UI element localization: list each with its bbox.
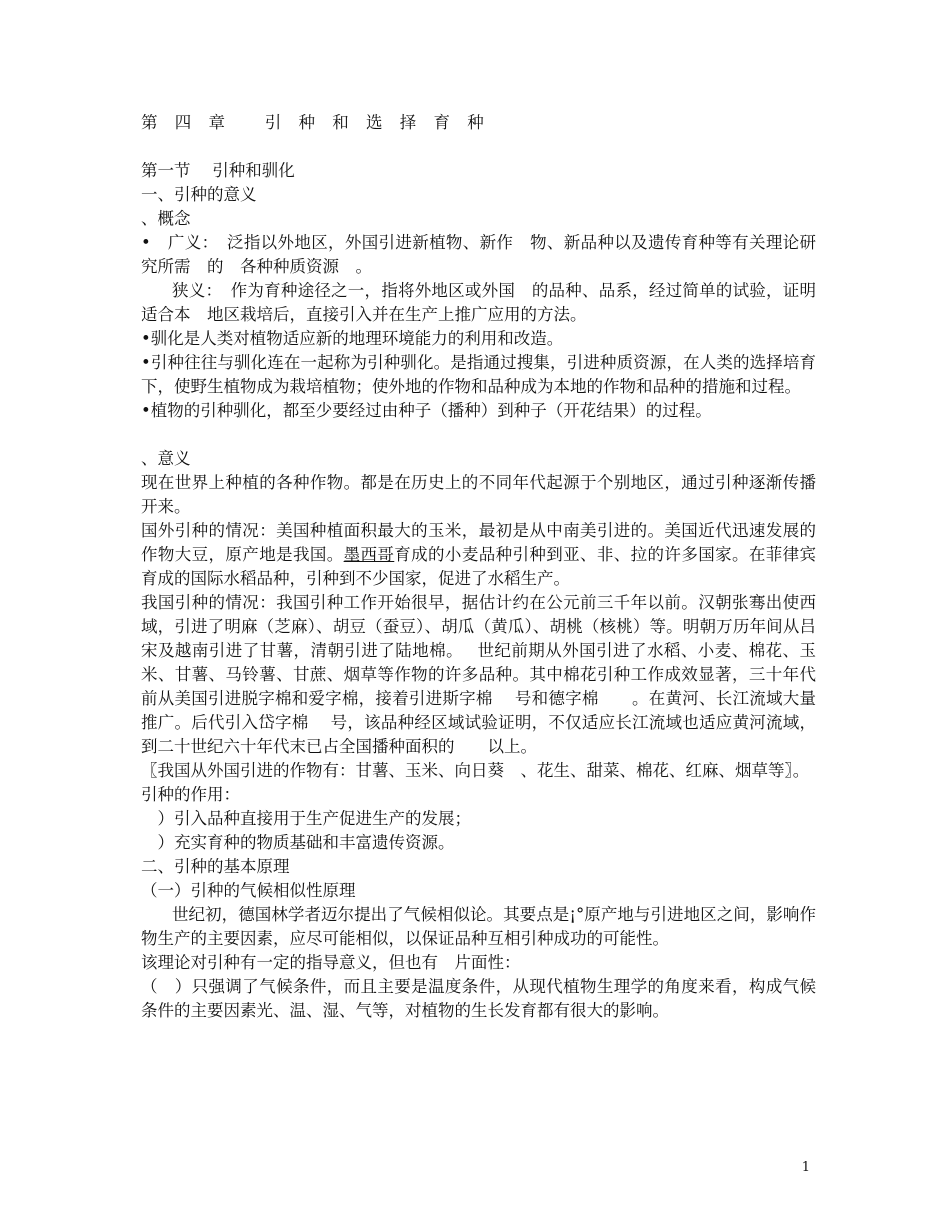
paragraph-theory-limitation-intro: 该理论对引种有一定的指导意义，但也有 片面性：	[141, 953, 521, 972]
section-title: 第一节 引种和驯化	[141, 161, 295, 180]
paragraph-china-introduction: 我国引种的情况：我国引种工作开始很早，据估计约在公元前三千年以前。汉朝张骞出使西域，引进了明麻（芝麻）、胡豆（蚕豆）、胡瓜（黄瓜）、胡桃（核桃）等。明朝万历年间从吕宋及越南引进了甘薯，清朝引进了陆地棉。 世纪前期从外国引进了水稻、小麦、棉花、玉米、甘薯、马铃薯、甘蔗、烟草等作物的许多品种。其中棉花引种工作成效显著，三十年代前从美国引进脱字棉和爱字棉，接着引进斯字棉 号和德字棉 。在黄河、长江流域大量推广。后代引入岱字棉 号，该品种经区域试验证明，不仅适应长江流域也适应黄河流域，到二十世纪六十年代末已占全国播种面积的 以上。	[141, 593, 816, 756]
paragraph-foreign-introduction	[141, 519, 816, 591]
subheading-significance: 、意义	[141, 449, 191, 468]
paragraph-mayr-theory: 世纪初，德国林学者迈尔提出了气候相似论。其要点是¡°原产地与引进地区之间，影响作物生产的主要因素，应尽可能相似，以保证品种互相引种成功的可能性。	[141, 905, 816, 948]
subheading-concept: 、概念	[141, 209, 191, 228]
document-body	[141, 111, 816, 1023]
role-heading: 引种的作用：	[141, 785, 240, 804]
foreign-text-a: 国外引种的情况：美国种植面积最大的玉米，最初是从中南美引进的。美国近代迅速发展的作物大豆，原产地是我国。	[141, 521, 816, 564]
paragraph-introduced-crops: 〖我国从外国引进的作物有：甘薯、玉米、向日葵 、花生、甜菜、棉花、红麻、烟草等〗。	[141, 761, 810, 780]
heading-significance-of-introduction: 一、引种的意义	[141, 185, 257, 204]
subheading-climate-similarity: （一）引种的气候相似性原理	[141, 881, 356, 900]
foreign-text-b: 育成的小麦品种引种到亚、非、拉的许多国家。在菲律宾育成的国际水稻品种，引种到不少国家，促进了水稻生产。	[141, 545, 817, 588]
role-item-2: ）充实育种的物质基础和丰富遗传资源。	[141, 833, 455, 852]
underlined-mexico: 墨西哥	[343, 545, 395, 564]
role-item-1: ）引入品种直接用于生产促进生产的发展；	[141, 809, 471, 828]
heading-basic-principles: 二、引种的基本原理	[141, 857, 290, 876]
blank-line	[141, 423, 816, 447]
narrow-definition: 狭义： 作为育种途径之一，指将外地区或外国 的品种、品系，经过简单的试验，证明适合本 地区栽培后，直接引入并在生产上推广应用的方法。	[141, 281, 816, 324]
page-number: 1	[801, 1160, 810, 1175]
paragraph-limitation-1: （ ）只强调了气候条件，而且主要是温度条件，从现代植物生理学的角度来看，构成气候条件的主要因素光、温、湿、气等，对植物的生长发育都有很大的影响。	[141, 977, 816, 1020]
bullet-process: •植物的引种驯化，都至少要经过由种子（播种）到种子（开花结果）的过程。	[141, 401, 712, 420]
chapter-title: 第 四 章 引 种 和 选 择 育 种	[141, 113, 490, 132]
bullet-introduction-domestication: •引种往往与驯化连在一起称为引种驯化。是指通过搜集，引进种质资源，在人类的选择培育下，使野生植物成为栽培植物；使外地的作物和品种成为本地的作物和品种的措施和过程。	[141, 353, 816, 396]
paragraph-history: 现在世界上种植的各种作物。都是在历史上的不同年代起源于个别地区，通过引种逐渐传播开来。	[141, 473, 816, 516]
broad-definition: • 广义： 泛指以外地区，外国引进新植物、新作 物、新品种以及遗传育种等有关理论研究所需 的 各种种质资源 。	[141, 233, 816, 276]
bullet-domestication: •驯化是人类对植物适应新的地理环境能力的利用和改造。	[141, 329, 564, 348]
